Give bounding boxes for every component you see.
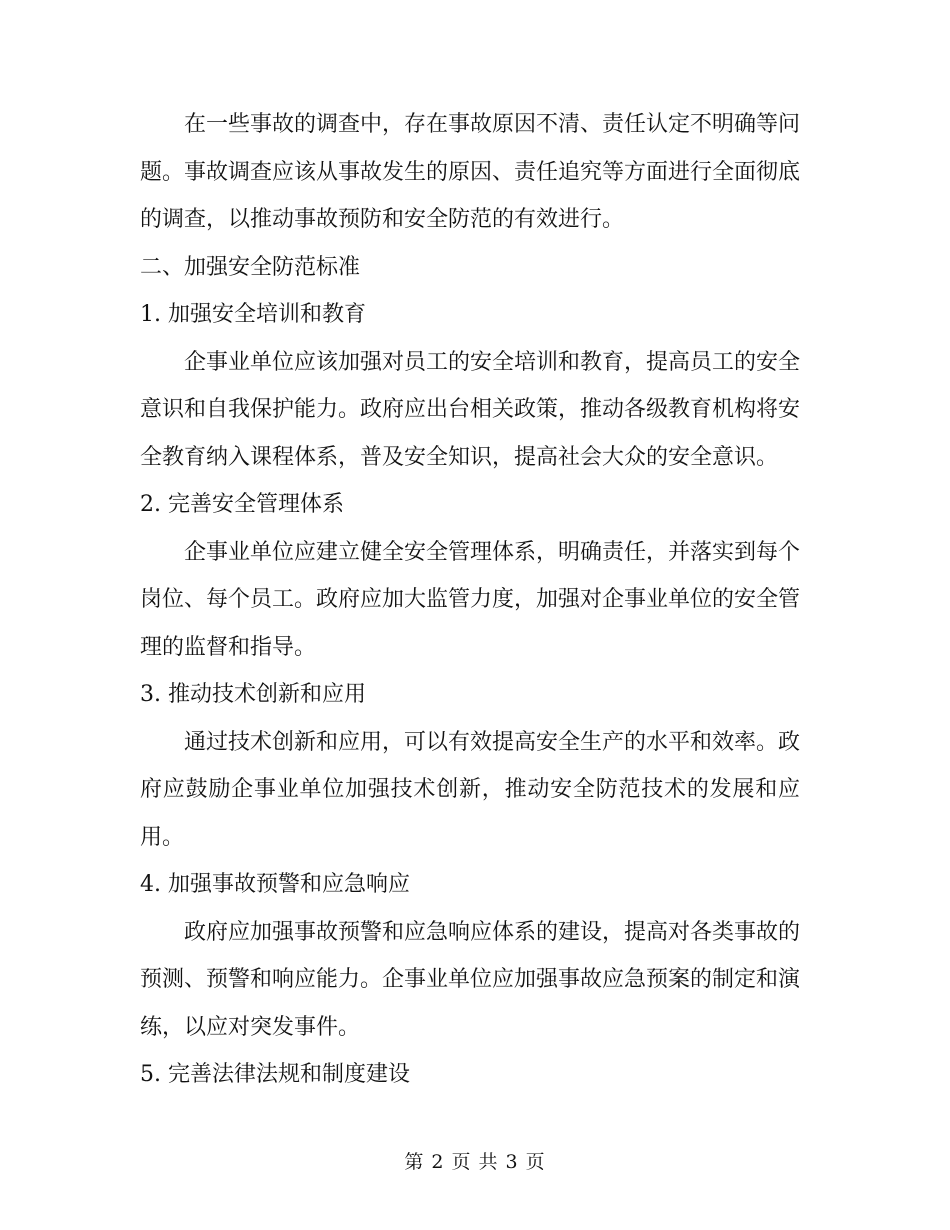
subheading-4: 4. 加强事故预警和应急响应	[140, 872, 410, 897]
subheading-2: 2. 完善安全管理体系	[140, 492, 344, 517]
paragraph-technology: 通过技术创新和应用，可以有效提高安全生产的水平和效率。政府应鼓励企事业单位加强技术创新，推动安全防范技术的发展和应用。	[140, 729, 801, 850]
subheading-5: 5. 完善法律法规和制度建设	[140, 1062, 410, 1087]
paragraph-emergency: 政府应加强事故预警和应急响应体系的建设，提高对各类事故的预测、预警和响应能力。企事业单位应加强事故应急预案的制定和演练，以应对突发事件。	[140, 919, 801, 1040]
subheading-1: 1. 加强安全培训和教育	[140, 302, 366, 327]
paragraph-investigation: 在一些事故的调查中，存在事故原因不清、责任认定不明确等问题。事故调查应该从事故发生的原因、责任追究等方面进行全面彻底的调查，以推动事故预防和安全防范的有效进行。	[140, 112, 801, 232]
paragraph-management: 企事业单位应建立健全安全管理体系，明确责任，并落实到每个岗位、每个员工。政府应加大监管力度，加强对企事业单位的安全管理的监督和指导。	[140, 539, 801, 660]
document-body	[140, 101, 800, 1099]
subheading-3: 3. 推动技术创新和应用	[140, 682, 366, 707]
page-number-footer: 第 2 页 共 3 页	[404, 1151, 546, 1173]
section-heading-2: 二、加强安全防范标准	[140, 254, 361, 280]
paragraph-training: 企事业单位应该加强对员工的安全培训和教育，提高员工的安全意识和自我保护能力。政府应出台相关政策，推动各级教育机构将安全教育纳入课程体系，普及安全知识，提高社会大众的安全意识。	[140, 349, 801, 470]
